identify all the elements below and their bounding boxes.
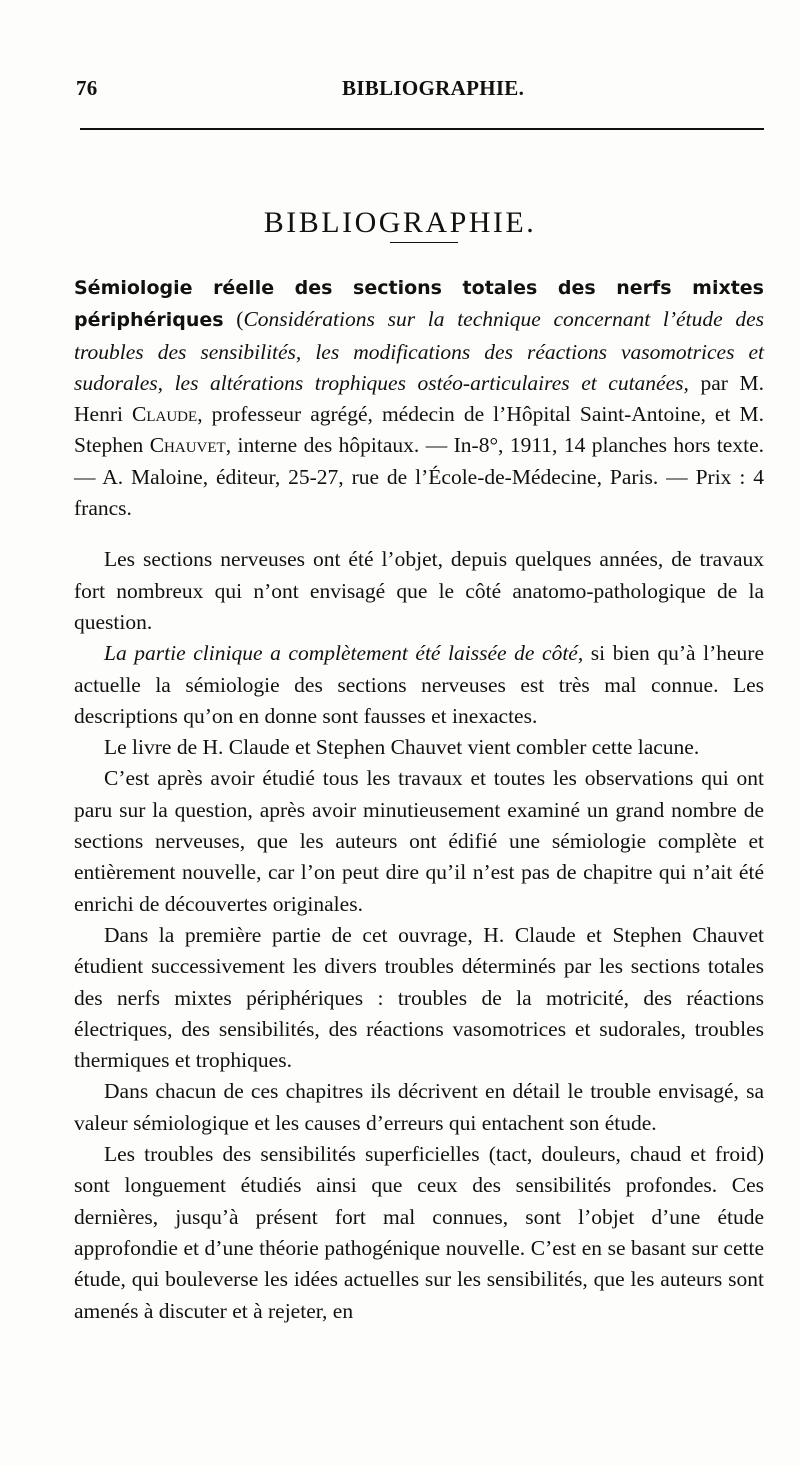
- entry-details: , interne des hôpitaux. — In-8°, 1911, 14 planches hors texte. — A. Maloine, éditeur, 25-27, rue de l’École-de-Médecine, Paris. — Prix : 4 francs.: [74, 433, 764, 521]
- entry-author-1: Claude: [132, 402, 198, 427]
- entry-subtitle: Considérations sur la technique concernant l’étude des troubles des sensibilités, les modifications des réactions vasomotrices et sudorales, les altérations trophiques ostéo-articulaires et cutanées,: [74, 307, 764, 395]
- paragraph-7: Les troubles des sensibilités superficielles (tact, douleurs, chaud et froid) sont longuement étudiés ainsi que ceux des sensibilités profondes. Ces dernières, jusqu’à présent fort mal connues, sont l’objet d’une étude approfondie et d’une théorie pathogénique nouvelle. C’est en se basant sur cette étude, qui bouleverse les idées actuelles sur les sensibilités, que les auteurs sont amenés à discuter et à rejeter, en: [74, 1142, 764, 1323]
- entry-author-2: Chauvet: [149, 433, 226, 458]
- header-rule: [80, 128, 764, 130]
- paragraph-3: Le livre de H. Claude et Stephen Chauvet vient combler cette lacune.: [104, 735, 700, 760]
- paragraph-6: Dans chacun de ces chapitres ils décrivent en détail le trouble envisagé, sa valeur sémiologique et les causes d’erreurs qui entachent son étude.: [74, 1079, 764, 1135]
- entry-author-1-desc: , professeur agrégé, médecin de l’Hôpital Saint-Antoine, et M. Stephen: [74, 402, 764, 458]
- main-text: [74, 272, 764, 1327]
- running-head: [76, 76, 760, 108]
- paragraph-2: [74, 638, 764, 732]
- paragraph-2-italic: La partie clinique a complètement été laissée de côté,: [104, 641, 584, 666]
- entry-title: Sémiologie réelle des sections totales des nerfs mixtes périphériques: [74, 277, 764, 332]
- title-rule: [390, 242, 458, 243]
- entry-author-intro: par M. Henri: [74, 370, 765, 427]
- paragraph-4: C’est après avoir étudié tous les travaux et toutes les observations qui ont paru sur la question, après avoir minutieusement examiné un grand nombre de sections nerveuses, que les auteurs ont édifié une sémiologie complète et entièrement nouvelle, car l’on peut dire qu’il n’est pas de chapitre qui n’ait été enrichi de découvertes originales.: [74, 766, 764, 916]
- paragraph-1: Les sections nerveuses ont été l’objet, depuis quelques années, de travaux fort nombreux qui n’ont envisagé que le côté anatomo-pathologique de la question.: [74, 547, 764, 634]
- bibliography-entry: Sémiologie réelle des sections totales des nerfs mixtes périphériques (Considérations sur la technique concernant l’étude des troubles des sensibilités, les modifications des réactions vasomotrices et sudorales, les altérations trophiques ostéo-articulaires et cutanées, par M. Henri Claude, professeur agrégé, médecin de l’Hôpital Saint-Antoine, et M. Stephen Chauvet, interne des hôpitaux. — In-8°, 1911, 14 planches hors texte. — A. Maloine, éditeur, 25-27, rue de l’École-de-Médecine, Paris. — Prix : 4 francs.: [74, 277, 765, 521]
- section-title: BIBLIOGRAPHIE.: [263, 206, 537, 240]
- paragraph-2-rest: si bien qu’à l’heure actuelle la sémiologie des sections nerveuses est très mal connue. Les descriptions qu’on en donne sont fausses et inexactes.: [74, 641, 765, 728]
- page-number: 76: [76, 76, 98, 100]
- paragraph-5: Dans la première partie de cet ouvrage, H. Claude et Stephen Chauvet étudient successivement les divers troubles déterminés par les sections totales des nerfs mixtes périphériques : troubles de la motricité, des réactions électriques, des sensibilités, des réactions vasomotrices et sudorales, troubles thermiques et trophiques.: [74, 922, 764, 1073]
- running-title: BIBLIOGRAPHIE.: [342, 76, 525, 100]
